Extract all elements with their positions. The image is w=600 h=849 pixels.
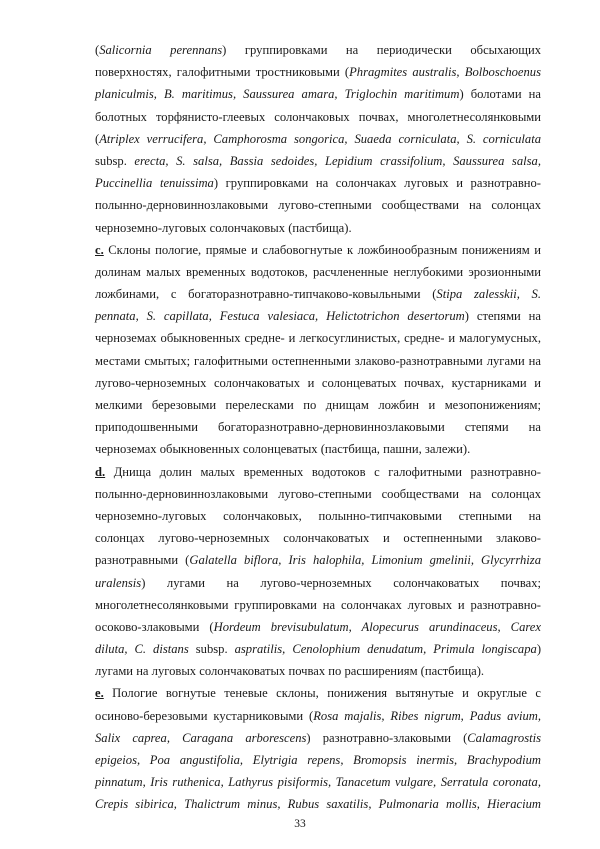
species-names: Calamagrostis (467, 730, 541, 745)
species-names: Atriplex verrucifera, Camphorosma songorica, Suaeda corniculata, S. corniculata (99, 131, 541, 146)
text-line (95, 729, 541, 751)
text-run: осоково-злаковыми ( (95, 619, 214, 634)
text-run: черноземах обыкновенных средне- и легкосуглинистых, средне- и малогумусных, (95, 331, 541, 346)
text-line (95, 374, 541, 396)
text-run: полынно-дерновиннозлаковыми лугово-степными сообществами на солонцах (95, 486, 541, 501)
text-run: осиново-березовыми кустарниковыми ( (95, 708, 314, 723)
text-run: ложбинами, с богаторазнотравно-типчаково-ковыльными ( (95, 287, 437, 302)
text-line (95, 263, 541, 285)
species-names: Salicornia perennans (99, 43, 223, 57)
text-run: солонцах лугово-черноземных солончаковатых и остепненными злаково- (95, 531, 541, 546)
text-run: ) (536, 642, 542, 657)
species-names: planiculmis, B. maritimus, Saussurea amara, Triglochin maritimum (95, 87, 460, 102)
text-run: subsp. (188, 642, 235, 657)
text-run: черноземно-луговых солончаковых, полынно-типчаковыми степными на (95, 508, 541, 523)
text-line (95, 618, 541, 640)
text-run: subsp. (95, 153, 135, 168)
text-run: ( (95, 43, 100, 57)
text-line (95, 440, 541, 462)
text-run: ( (95, 131, 100, 146)
text-run: ) группировками на солончаках луговых и разнотравно- (213, 176, 542, 191)
text-run: ) разнотравно-злаковыми ( (306, 730, 468, 745)
species-names: aspratilis, Cenolophium denudatum, Primula longiscapa (234, 642, 537, 657)
text-run: местами смытых; галофитными остепненными злаково-разнотравными лугами на (95, 353, 541, 368)
page-number: 33 (294, 818, 306, 830)
text-line (95, 352, 541, 374)
section-label: e. (95, 686, 104, 701)
section-label: d. (95, 464, 106, 479)
text-run: ) группировками на периодически обсыхающих (222, 43, 541, 57)
text-line (95, 751, 541, 773)
species-names: epigeios, Poa angustifolia, Elytrigia repens, Bromopsis inermis, Brachypodium (95, 753, 541, 767)
text-line (95, 152, 541, 174)
text-line (95, 219, 541, 241)
text-run: ) лугами на лугово-черноземных солончаковатых почвах; (141, 575, 541, 590)
species-names: pennata, S. capillata, Festuca valesiaca, Helictotrichon desertorum (95, 309, 465, 324)
text-line (95, 596, 541, 618)
text-run: черноземно-луговых солончаковых (пастбища). (95, 220, 352, 235)
text-run: долинам малых временных водотоков, расчлененные неглубокими эрозионными (95, 264, 541, 279)
text-line (95, 41, 541, 63)
text-line (95, 241, 541, 263)
text-line (95, 174, 541, 196)
text-run: Днища долин малых временных водотоков с галофитными разнотравно- (105, 464, 541, 479)
text-line (95, 108, 541, 130)
text-line (95, 662, 541, 684)
text-line (95, 396, 541, 418)
text-line (95, 85, 541, 107)
text-run: приподошвенными богаторазнотравно-дерновиннозлаковыми степями на (95, 420, 541, 435)
text-run: ) болотами на (459, 87, 542, 102)
text-run: разнотравными ( (95, 553, 190, 568)
text-run: лугово-черноземных солончаковатых и солонцеватых почвах, кустарниками и (95, 375, 541, 390)
text-line (95, 551, 541, 573)
species-names: Stipa zalesskii, S. (436, 287, 541, 302)
species-names: uralensis (95, 575, 142, 590)
text-line (95, 418, 541, 440)
text-line (95, 707, 541, 729)
species-names: Crepis sibirica, Thalictrum minus, Rubus saxatilis, Pulmonaria mollis, Hieracium (95, 797, 541, 812)
text-line (95, 196, 541, 218)
text-run: многолетнесолянковыми группировками на солончаках луговых и разнотравно- (95, 597, 541, 612)
text-run: болотных торфянисто-глеевых солончаковых почвах, многолетнесолянковыми (95, 109, 541, 124)
text-line (95, 485, 541, 507)
text-run: черноземах обыкновенных солонцеватых (пастбища, пашни, залежи). (95, 442, 471, 457)
text-run: полынно-дерновиннозлаковыми лугово-степными сообществами на солонцах (95, 198, 541, 213)
text-run: ) степями на (464, 309, 541, 324)
species-names: Phragmites australis, Bolboschoenus (349, 65, 542, 80)
document-body (95, 41, 541, 818)
text-line (95, 463, 541, 485)
species-names: diluta, C. distans (95, 642, 189, 657)
text-line (95, 63, 541, 85)
text-line (95, 574, 541, 596)
text-line (95, 773, 541, 795)
text-line (95, 285, 541, 307)
species-names: Salix caprea, Caragana arborescens (95, 730, 307, 745)
text-line (95, 529, 541, 551)
text-line (95, 640, 541, 662)
section-label: c. (95, 242, 104, 257)
species-names: Galatella biflora, Iris halophila, Limonium gmelinii, Glycyrrhiza (189, 553, 541, 568)
text-run: мелкими березовыми перелесками по днищам ложбин и мезопонижениям; (95, 398, 541, 412)
species-names: Hordeum brevisubulatum, Alopecurus arundinaceus, Carex (213, 619, 541, 634)
text-line (95, 307, 541, 329)
text-run: Пологие вогнутые теневые склоны, понижения вытянутые и округлые с (103, 686, 541, 701)
text-line (95, 329, 541, 351)
species-names: Puccinellia tenuissima (95, 176, 214, 191)
text-run: поверхностях, галофитными тростниковыми ( (95, 65, 350, 80)
text-run: лугами на луговых солончаковатых почвах по расширениям (пастбища). (95, 664, 485, 679)
species-names: pinnatum, Iris ruthenica, Lathyrus pisiformis, Tanacetum vulgare, Serratula coronata, (95, 775, 541, 790)
species-names: Rosa majalis, Ribes nigrum, Padus avium, (313, 708, 542, 723)
text-line (95, 130, 541, 152)
text-line (95, 507, 541, 529)
text-line (95, 795, 541, 817)
text-line (95, 684, 541, 706)
species-names: erecta, S. salsa, Bassia sedoides, Lepidium crassifolium, Saussurea salsa, (134, 153, 541, 168)
text-run: Склоны пологие, прямые и слабовогнутые к ложбинообразным понижениям и (103, 242, 541, 257)
